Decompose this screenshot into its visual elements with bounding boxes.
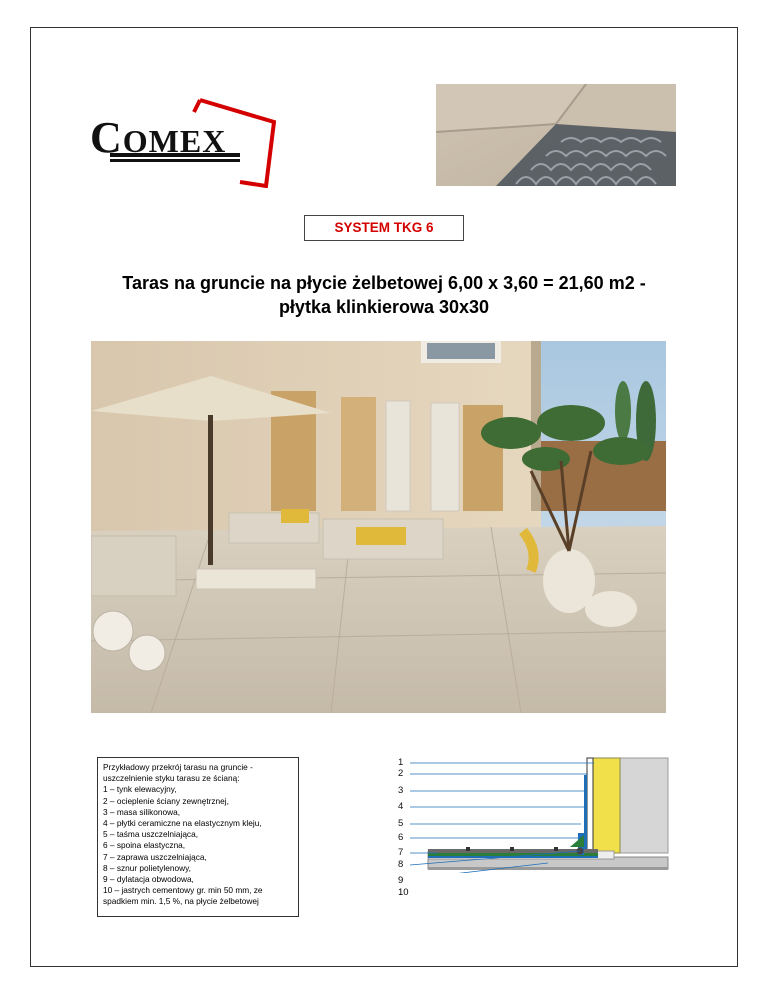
logo-wordmark: COMEX [90,113,227,162]
legend-item: 6 – spoina elastyczna, [103,840,186,851]
legend-item: 3 – masa silikonowa, [103,806,181,817]
title-line-1: Taras na gruncie na płycie żelbetowej 6,00 x 3,60 = 21,60 m2 - [122,273,646,293]
section-number: 4 [398,801,404,812]
section-number: 3 [398,785,404,796]
cross-section-drawing [398,755,670,873]
section-number: 10 [398,887,409,898]
system-label: SYSTEM TKG 6 [304,215,464,241]
section-number: 1 [398,757,404,768]
legend-intro-1: Przykładowy przekrój tarasu na gruncie - [103,762,253,772]
section-graphic [398,755,670,873]
section-number: 5 [398,818,404,829]
cross-section-legend [97,757,299,917]
document-title [60,271,708,319]
section-number: 9 [398,875,404,886]
legend-item: 5 – taśma uszczelniająca, [103,829,199,840]
section-number: 6 [398,832,404,843]
section-number: 7 [398,847,404,858]
legend-item: 4 – płytki ceramiczne na elastycznym kleju, [103,818,262,829]
legend-item: 10 – jastrych cementowy gr. min 50 mm, ze spadkiem min. 1,5 %, na płycie żelbetowej [103,885,263,907]
legend-item: 9 – dylatacja obwodowa, [103,874,194,885]
comex-logo [90,98,276,188]
tile-closeup-photo [436,84,676,186]
section-numbers-extra [398,875,409,899]
legend-item: 1 – tynk elewacyjny, [103,784,177,795]
legend-item: 8 – sznur polietylenowy, [103,862,191,873]
legend-item: 2 – ocieplenie ściany zewnętrznej, [103,795,229,806]
legend-item: 7 – zaprawa uszczelniająca, [103,851,207,862]
terrace-photo [91,341,666,713]
title-line-2: płytka klinkierowa 30x30 [278,297,490,317]
section-number: 2 [398,768,404,779]
legend-intro-2: uszczelnienie styku tarasu ze ścianą: [103,773,240,784]
section-number: 8 [398,859,404,870]
